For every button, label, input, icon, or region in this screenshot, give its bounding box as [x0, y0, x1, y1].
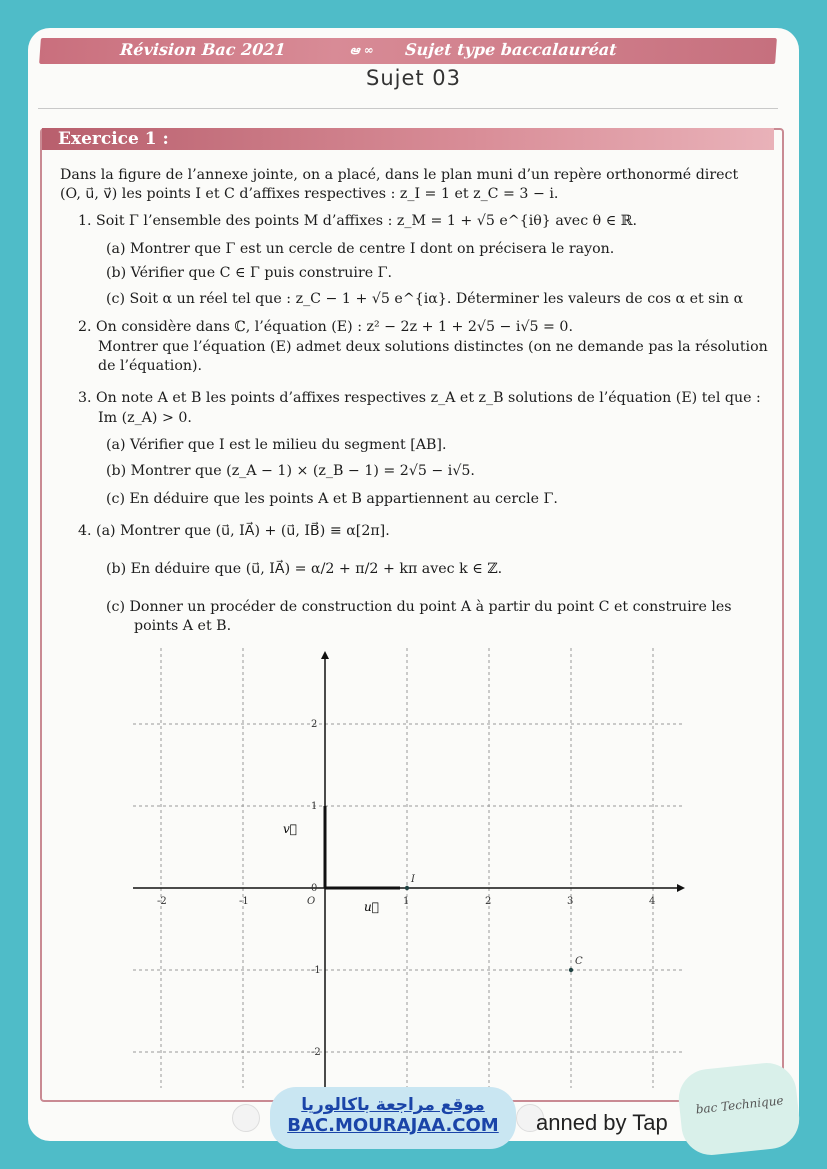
exercise-header — [42, 128, 774, 150]
point-label-C: C — [575, 956, 583, 967]
exercise-title: Exercice 1 : — [58, 129, 169, 149]
bac-technique-badge — [676, 1060, 802, 1158]
y-tick-label: 0 — [311, 883, 318, 894]
intro-line-2: (O, u⃗, v⃗) les points I et C d’affixes respectives : z_I = 1 et z_C = 3 − i. — [60, 186, 559, 202]
point-C — [569, 968, 573, 972]
question-1b: (b) Vérifier que C ∈ Γ puis construire Γ. — [106, 265, 392, 281]
point-label-I: I — [411, 874, 415, 885]
x-axis-arrow — [677, 884, 685, 892]
coordinate-plane — [128, 643, 693, 1093]
y-axis-arrow — [321, 651, 329, 659]
x-tick-label: 1 — [403, 896, 410, 907]
scanner-watermark: anned by Tap — [536, 1110, 668, 1135]
y-tick-label: 1 — [311, 801, 318, 812]
banner-left-text: Révision Bac 2021 — [119, 40, 287, 59]
question-4c-line-2: points A et B. — [134, 618, 232, 634]
x-tick-label: 3 — [567, 896, 574, 907]
question-4a: 4. (a) Montrer que (u⃗, IA⃗) + (u⃗, IB⃗) ≡ α[2π]. — [78, 523, 390, 539]
banner-right-text: Sujet type baccalauréat — [404, 40, 618, 59]
point-I — [405, 886, 409, 890]
question-1: 1. Soit Γ l’ensemble des points M d’affixes : z_M = 1 + √5 e^{iθ} avec θ ∈ ℝ. — [78, 213, 638, 229]
site-link[interactable] — [270, 1087, 516, 1149]
y-tick-label: -1 — [311, 965, 321, 976]
banner-ornament: ఆ ∞ — [349, 43, 375, 57]
question-3-line-1: 3. On note A et B les points d’affixes respectives z_A et z_B solutions de l’équation (E) tel que : — [78, 390, 761, 406]
question-2-line-1: 2. On considère dans ℂ, l’équation (E) : z² − 2z + 1 + 2√5 − i√5 = 0. — [78, 319, 573, 335]
x-tick-label: -1 — [239, 896, 249, 907]
badge-text: bac Technique — [695, 1093, 785, 1117]
question-4b: (b) En déduire que (u⃗, IA⃗) = α/2 + π/2 + kπ avec k ∈ ℤ. — [106, 561, 503, 577]
y-tick-label: -2 — [311, 1047, 321, 1058]
question-3-line-2: Im (z_A) > 0. — [98, 410, 192, 426]
y-tick-label: 2 — [311, 719, 318, 730]
question-3a: (a) Vérifier que I est le milieu du segment [AB]. — [106, 437, 447, 453]
site-url[interactable]: BAC.MOURAJAA.COM — [287, 1115, 499, 1136]
question-1c: (c) Soit α un réel tel que : z_C − 1 + √5 e^{iα}. Déterminer les valeurs de cos α et sin α — [106, 291, 744, 307]
vector-u-label: u⃗ — [364, 900, 379, 914]
subject-title: Sujet 03 — [365, 66, 462, 90]
exam-sheet — [28, 28, 799, 1141]
question-1a: (a) Montrer que Γ est un cercle de centre I dont on précisera le rayon. — [106, 241, 615, 257]
question-2-line-3: de l’équation). — [98, 358, 203, 374]
x-tick-label: -2 — [157, 896, 167, 907]
arabic-site-name[interactable]: موقع مراجعة باكالوريا — [301, 1095, 485, 1115]
question-3c: (c) En déduire que les points A et B appartiennent au cercle Γ. — [106, 491, 558, 507]
intro-line-1: Dans la figure de l’annexe jointe, on a placé, dans le plan muni d’un repère orthonormé direct — [60, 167, 739, 183]
x-tick-label: 4 — [649, 896, 656, 907]
subject-divider — [38, 108, 778, 109]
question-4c-line-1: (c) Donner un procéder de construction du point A à partir du point C et construire les — [106, 599, 732, 615]
question-2-line-2: Montrer que l’équation (E) admet deux solutions distinctes (on ne demande pas la résolution — [98, 339, 768, 355]
question-3b: (b) Montrer que (z_A − 1) × (z_B − 1) = 2√5 − i√5. — [106, 463, 475, 479]
x-tick-label: O — [307, 896, 316, 907]
vector-v-label: v⃗ — [283, 822, 297, 836]
x-tick-label: 2 — [485, 896, 492, 907]
top-banner — [39, 38, 777, 64]
left-logo-icon — [232, 1104, 260, 1132]
